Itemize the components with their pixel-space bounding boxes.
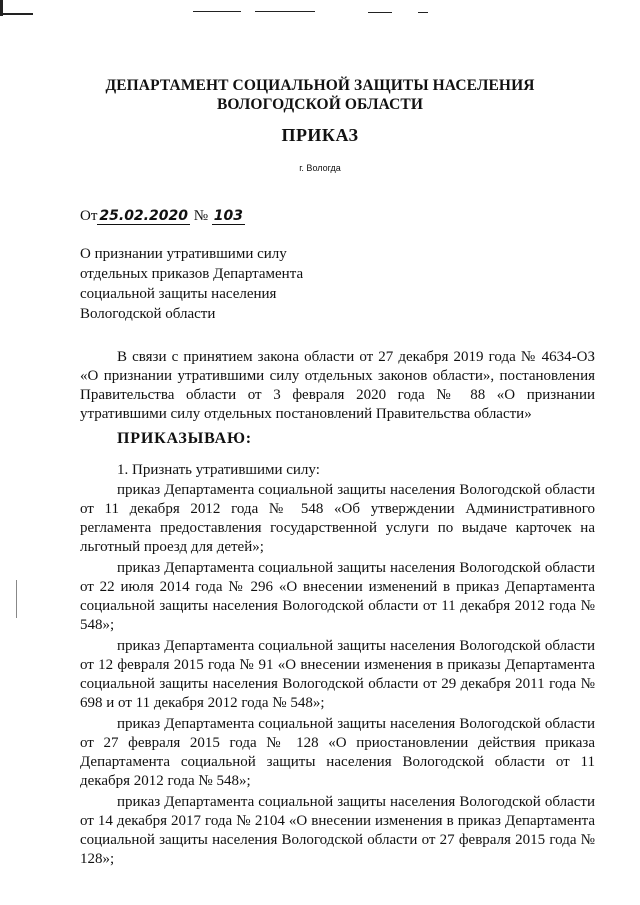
order-line: регламента предоставления государственной услуги по выдаче карточек на <box>80 520 595 536</box>
date-number-line <box>80 208 245 225</box>
item-1-heading: 1. Признать утратившими силу: <box>117 462 320 478</box>
scan-artifact <box>3 13 33 15</box>
order-line: от 11 декабря 2012 года № 548 «Об утверждении Административного <box>80 501 595 517</box>
order-line: 128»; <box>80 851 115 867</box>
subject-line: О признании утратившими силу <box>80 246 287 262</box>
city-label: г. Вологда <box>299 163 341 173</box>
order-line: от 12 февраля 2015 года № 91 «О внесении изменения в приказы Департамента <box>80 657 595 673</box>
order-line: льготный проезд для детей»; <box>80 539 264 555</box>
order-line: от 22 июля 2014 года № 296 «О внесении изменений в приказ Департамента <box>80 579 595 595</box>
repealed-order-item <box>80 481 595 557</box>
preamble <box>80 348 595 424</box>
preamble-line: утратившими силу отдельных постановлений Правительства области» <box>80 406 532 422</box>
scan-artifact <box>16 580 17 618</box>
number-label: № <box>193 208 209 224</box>
repealed-order-item <box>80 559 595 635</box>
order-line: от 27 февраля 2015 года № 128 «О приостановлении действия приказа <box>80 735 595 751</box>
org-name-line-1: ДЕПАРТАМЕНТ СОЦИАЛЬНОЙ ЗАЩИТЫ НАСЕЛЕНИЯ <box>105 77 535 94</box>
date-prefix: От <box>80 208 98 224</box>
subject-line: социальной защиты населения <box>80 286 277 302</box>
order-line: социальной защиты населения Вологодской области от 11 декабря 2012 года № <box>80 598 595 614</box>
preamble-line: Правительства области от 3 февраля 2020 года № 88 «О признании <box>80 387 595 403</box>
scan-artifact <box>255 11 315 12</box>
repealed-order-item <box>80 715 595 791</box>
repealed-orders-list <box>80 481 595 871</box>
scan-artifact <box>193 11 241 12</box>
order-line: 548»; <box>80 617 115 633</box>
document-type: ПРИКАЗ <box>281 125 359 145</box>
handwritten-number: 103 <box>213 208 244 224</box>
decree-word: ПРИКАЗЫВАЮ: <box>117 430 252 447</box>
order-line: приказ Департамента социальной защиты населения Вологодской области <box>117 560 595 576</box>
order-line: 698 и от 11 декабря 2012 года № 548»; <box>80 695 325 711</box>
handwritten-date: 25.02.2020 <box>99 208 188 224</box>
order-subject <box>80 244 303 324</box>
subject-line: Вологодской области <box>80 306 216 322</box>
order-line: декабря 2012 года № 548»; <box>80 773 251 789</box>
scan-artifact <box>418 12 428 13</box>
order-line: приказ Департамента социальной защиты населения Вологодской области <box>117 716 595 732</box>
order-line: социальной защиты населения Вологодской области от 27 февраля 2015 года № <box>80 832 595 848</box>
scan-artifact <box>368 12 392 13</box>
preamble-line: В связи с принятием закона области от 27 декабря 2019 года № 4634-ОЗ <box>117 349 595 365</box>
preamble-line: «О признании утратившими силу отдельных законов области», постановления <box>80 368 595 384</box>
subject-line: отдельных приказов Департамента <box>80 266 304 282</box>
order-line: Департамента социальной защиты населения Вологодской области от 11 <box>80 754 595 770</box>
order-line: социальной защиты населения Вологодской области от 29 декабря 2011 года № <box>80 676 595 692</box>
repealed-order-item <box>80 793 595 869</box>
order-line: приказ Департамента социальной защиты населения Вологодской области <box>117 794 595 810</box>
org-name-line-2: ВОЛОГОДСКОЙ ОБЛАСТИ <box>216 96 424 113</box>
order-line: от 14 декабря 2017 года № 2104 «О внесении изменения в приказ Департамента <box>80 813 595 829</box>
repealed-order-item <box>80 637 595 713</box>
order-line: приказ Департамента социальной защиты населения Вологодской области <box>117 482 595 498</box>
order-line: приказ Департамента социальной защиты населения Вологодской области <box>117 638 595 654</box>
